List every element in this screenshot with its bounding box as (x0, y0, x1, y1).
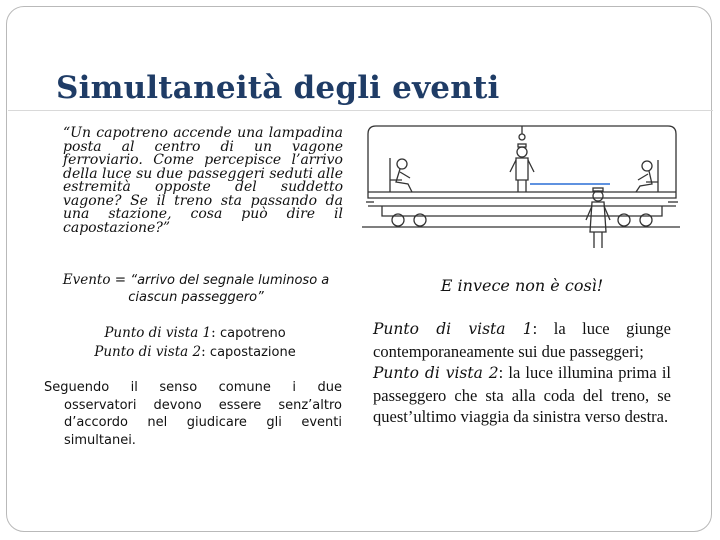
common-sense-paragraph (44, 379, 342, 449)
pov-1-value: capotreno (219, 326, 286, 341)
common-sense-first-line: Seguendo il senso comune i due (44, 380, 342, 395)
event-value: “arrivo del segnale luminoso a ciascun passeggero” (128, 273, 330, 305)
relativity-explanation (373, 318, 671, 428)
right-point-1: Punto di vista 1: la luce giunge contemporaneamente sui due passeggeri; (373, 319, 671, 361)
point-of-view-1: Punto di vista 1: capotreno (104, 325, 286, 341)
slide-title: Simultaneità degli eventi (56, 70, 500, 106)
right-point-2: Punto di vista 2: la luce illumina prima il passeggero che sta alla coda del treno, se quest’ultimo viaggia da sinistra verso destra. (373, 363, 671, 426)
points-of-view-left (60, 324, 330, 362)
pov-2-label: Punto di vista 2 (94, 344, 202, 360)
however-statement: E invece non è così! (440, 276, 604, 295)
title-divider (8, 110, 713, 111)
pov-2-value: capostazione (209, 345, 296, 360)
common-sense-rest: osservatori devono essere senz’altro d’accordo nel giudicare gli eventi simultanei. (64, 397, 342, 448)
train-wagon-illustration (362, 120, 680, 252)
pov-1-label: Punto di vista 1 (104, 325, 212, 341)
event-definition (46, 272, 346, 306)
event-label: Evento = (62, 272, 131, 288)
right-pov-2-value: la luce illumina prima il passeggero che sta alla coda del treno, se quest’ultimo viaggia da sinistra verso destra. (373, 363, 671, 426)
quote-text: “Un capotreno accende una lampadina posta al centro di un vagone ferroviario. Come percepisce l’arrivo della luce su due passeggeri seduti alle estremità opposte del suddetto vagone? Se il treno sta passando da una stazione, cosa può dire il capostazione?” (63, 125, 343, 236)
right-pov-1-value: la luce giunge contemporaneamente sui due passeggeri; (373, 319, 671, 361)
point-of-view-2: Punto di vista 2: capostazione (94, 344, 296, 360)
right-pov-2-label: Punto di vista 2 (373, 364, 499, 382)
right-pov-1-label: Punto di vista 1 (373, 320, 533, 338)
